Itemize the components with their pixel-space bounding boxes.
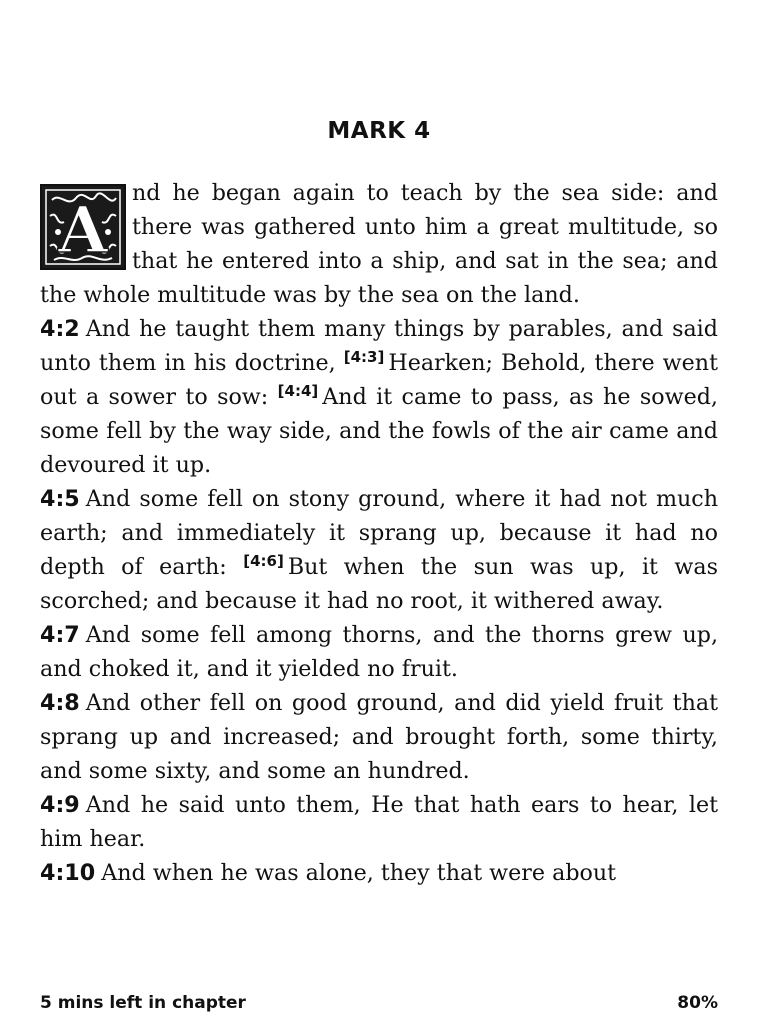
verse-4-7	[40, 618, 718, 686]
verse-marker: [4:4]	[277, 382, 319, 400]
verse-number: 4:9	[40, 792, 80, 818]
verse-text: But when the sun was up, it was scorched; and because it had no root, it withered away.	[40, 554, 718, 614]
verse-number: 4:7	[40, 622, 80, 648]
chapter-title: MARK 4	[327, 118, 431, 144]
verse-text: And some fell among thorns, and the thorns grew up, and choked it, and it yielded no fruit.	[40, 622, 718, 682]
verse-marker: [4:6]	[243, 552, 284, 570]
reading-pane[interactable]	[40, 176, 718, 890]
ornate-initial-icon	[40, 184, 126, 270]
verse-number: 4:10	[40, 860, 96, 886]
verse-text: And it came to pass, as he sowed, some fell by the way side, and the fowls of the air came and devoured it up.	[40, 384, 718, 478]
verse-text: And some fell on stony ground, where it had not much earth; and immediately it sprang up, because it had no depth of earth:	[40, 486, 718, 580]
verse-text: Hearken; Behold, there went out a sower to sow:	[40, 350, 718, 410]
verse-text: And he said unto them, He that hath ears to hear, let him hear.	[40, 792, 718, 852]
verse-marker: [4:3]	[343, 348, 385, 366]
verse-text: And other fell on good ground, and did yield fruit that sprang up and increased; and brought forth, some thirty, and some sixty, and some an hundred.	[40, 690, 718, 784]
verse-4-9	[40, 788, 718, 856]
verse-4-10	[40, 856, 718, 890]
drop-cap-letter: A	[58, 193, 108, 268]
time-left-label: 5 mins left in chapter	[40, 993, 246, 1013]
progress-percent: 80%	[677, 993, 718, 1013]
verse-text: And he taught them many things by parables, and said unto them in his doctrine,	[40, 316, 718, 376]
verse-4-1	[40, 176, 718, 312]
verse-number: 4:5	[40, 486, 80, 512]
verse-4-8	[40, 686, 718, 788]
verse-4-2	[40, 312, 718, 482]
verse-4-5	[40, 482, 718, 618]
verse-number: 4:2	[40, 316, 80, 342]
verse-text: nd he began again to teach by the sea side: and there was gathered unto him a great multitude, so that he entered into a ship, and sat in the sea; and the whole multitude was by the sea on the land.	[40, 180, 718, 308]
verse-text: And when he was alone, they that were about	[101, 860, 617, 886]
verse-number: 4:8	[40, 690, 80, 716]
